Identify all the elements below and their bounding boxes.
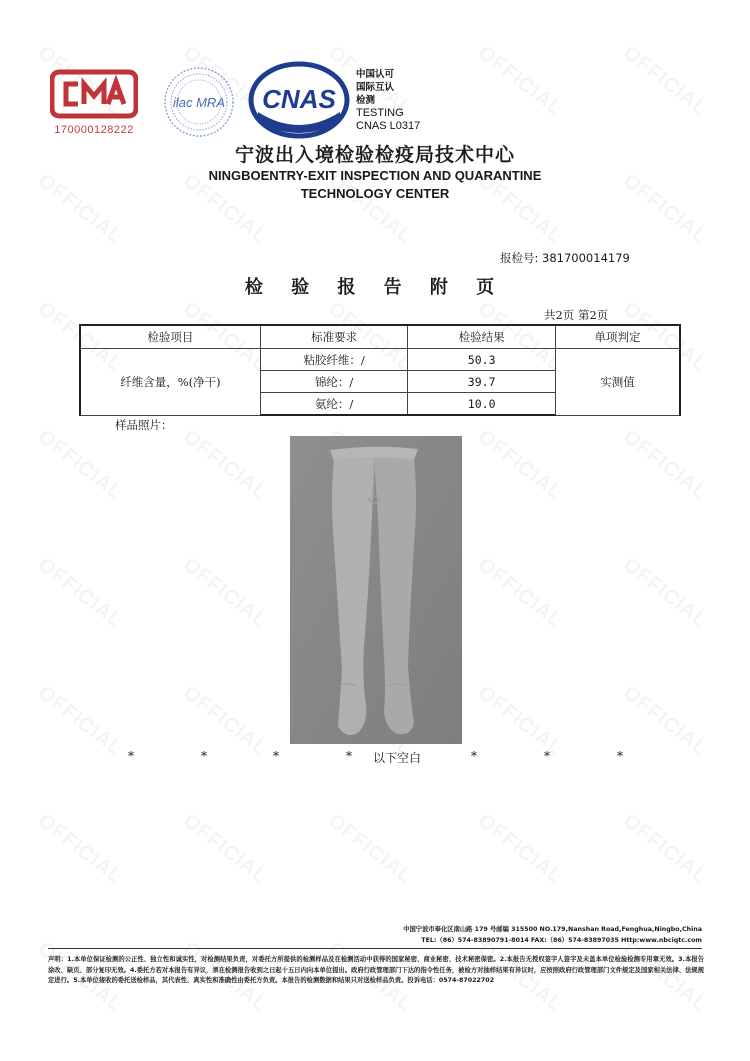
blank-notice-row	[0, 749, 750, 769]
watermark-text	[179, 810, 272, 890]
report-number	[500, 250, 630, 266]
watermark-text	[474, 554, 567, 634]
watermark-text	[474, 810, 567, 890]
header-judgement: 单项判定	[555, 325, 680, 349]
footer-address	[403, 924, 702, 946]
watermark-text	[619, 554, 712, 634]
org-name-en-line2: TECHNOLOGY CENTER	[300, 186, 450, 201]
watermark-text	[34, 810, 127, 890]
watermark-text	[474, 42, 567, 122]
org-name-cn: 宁波出入境检验检疫局技术中心	[234, 144, 515, 166]
header-inspection-item: 检验项目	[80, 325, 260, 349]
cell-result: 39.7	[408, 371, 556, 393]
watermark-text	[619, 426, 712, 506]
cell-requirement: 氨纶：/	[260, 393, 408, 416]
results-table	[79, 324, 681, 416]
cell-requirement: 锦纶：/	[260, 371, 408, 393]
cnas-accreditation-text	[356, 68, 420, 133]
cnas-cn-line3: 检测	[356, 95, 376, 106]
cell-item: 纤维含量，%(净干)	[80, 349, 260, 416]
cnas-en-line1: TESTING	[356, 107, 404, 119]
address-line2: TEL:（86）574-83890791-8014 FAX:（86）574-83897035 Http:www.nbciqtc.com	[421, 937, 702, 944]
header-standard-requirement: 标准要求	[260, 325, 408, 349]
cnas-logo	[248, 60, 350, 140]
header-test-result: 检验结果	[408, 325, 556, 349]
star-mark: *	[128, 749, 134, 763]
ilac-mra-logo	[160, 66, 238, 138]
cell-requirement: 粘胶纤维：/	[260, 349, 408, 371]
page-title: 检 验 报 告 附 页	[244, 277, 506, 298]
watermark-text	[179, 426, 272, 506]
star-mark: *	[201, 749, 207, 763]
cnas-cn-line1: 中国认可	[356, 69, 395, 80]
star-mark: *	[273, 749, 279, 763]
report-number-label: 报检号:	[500, 251, 539, 265]
cma-number: 170000128222	[54, 124, 134, 136]
cell-result: 10.0	[408, 393, 556, 416]
cnas-en-line2: CNAS L0317	[356, 120, 421, 132]
watermark-text	[474, 426, 567, 506]
report-number-value: 381700014179	[542, 251, 630, 265]
watermark-text	[619, 42, 712, 122]
cell-judgement: 实测值	[555, 349, 680, 416]
star-mark: *	[617, 749, 623, 763]
address-line1: 中国宁波市奉化区南山路 179 号邮编 315500 NO.179,Nanshan Road,Fenghua,Ningbo,China	[403, 926, 702, 933]
watermark-text	[34, 426, 127, 506]
cma-logo	[50, 68, 138, 120]
watermark-text	[619, 810, 712, 890]
watermark-text	[324, 810, 417, 890]
table-row	[80, 349, 680, 371]
cell-result: 50.3	[408, 349, 556, 371]
watermark-text	[179, 554, 272, 634]
sample-photo-label: 样品照片：	[115, 418, 173, 432]
table-header-row	[80, 325, 680, 349]
footer-divider	[48, 948, 702, 949]
star-mark: *	[346, 749, 352, 763]
org-name-en-line1: NINGBOENTRY-EXIT INSPECTION AND QUARANTINE	[208, 168, 542, 183]
page-info: 共2页 第2页	[544, 308, 609, 322]
svg-text:CNAS: CNAS	[262, 84, 336, 114]
blank-notice-text: 以下空白	[373, 751, 422, 765]
watermark-text	[34, 554, 127, 634]
star-mark: *	[544, 749, 550, 763]
disclaimer-text: 声明：1.本单位保证检测的公正性、独立性和诚实性，对检测结果负责，对委托方所提供的检测样品及在检测活动中获得的国家秘密、商业秘密、技术秘密保密。2.本报告无授权签字人签字及未盖本单位检验检测专用章无效。3.本报告涂改、缺页、部分复印无效。4.委托方若对本报告有异议，须在检测报告收到之日起十五日内向本单位提出。政府行政管理部门下达的指令性任务，被检方对抽样结果有异议时，应按照政府行政管理部门文件规定及国家相关法律、法规规定进行。5.本单位接收的委托送检样品，其代表性、真实性和准确性由委托方负责。本报告的检测数据和结果只对送检样品负责。投诉电话：0574-87022702	[48, 956, 704, 984]
star-mark: *	[471, 749, 477, 763]
sample-photo	[290, 436, 462, 744]
svg-text:ilac MRA: ilac MRA	[172, 95, 226, 110]
cnas-cn-line2: 国际互认	[356, 82, 395, 93]
